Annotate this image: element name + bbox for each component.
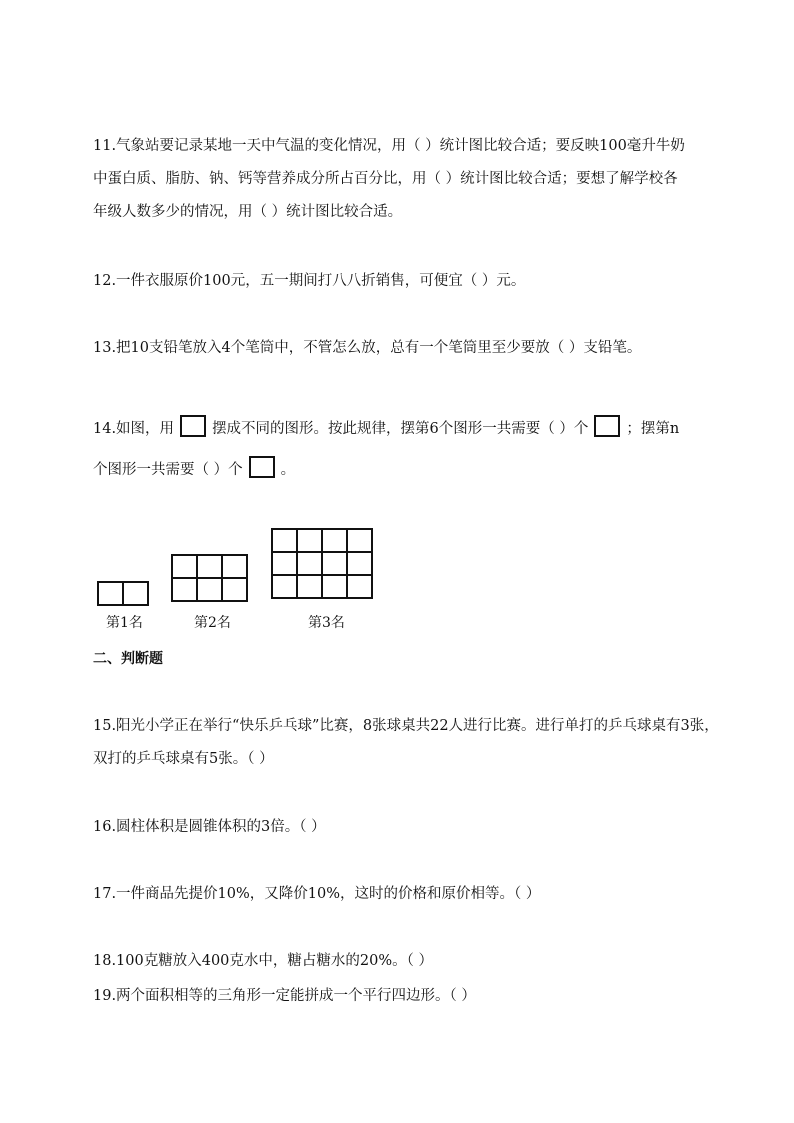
grid-cell bbox=[347, 575, 372, 598]
figure-caption-1: 第1名 bbox=[106, 615, 143, 631]
q15-line1: 15.阳光小学正在举行“快乐乒乓球”比赛，8张球桌共22人进行比赛。进行单打的乒乓球桌有3张， bbox=[93, 718, 719, 734]
q14-part3: ；摆第n bbox=[626, 421, 680, 437]
q11-line1: 11.气象站要记录某地一天中气温的变化情况，用（ ）统计图比较合适；要反映100毫升牛奶 bbox=[93, 138, 685, 154]
grid-cell bbox=[297, 552, 322, 575]
q17-text: 17.一件商品先提价10%，又降价10%，这时的价格和原价相等。（ ） bbox=[93, 886, 541, 902]
grid-cell bbox=[297, 529, 322, 552]
grid-cell bbox=[297, 575, 322, 598]
grid-cell bbox=[347, 552, 372, 575]
grid-cell bbox=[272, 552, 297, 575]
q14-part4: 个图形一共需要（ ）个 bbox=[93, 462, 243, 478]
q19-text: 19.两个面积相等的三角形一定能拼成一个平行四边形。（ ） bbox=[93, 988, 476, 1004]
grid-cell bbox=[123, 582, 148, 605]
q14-part1: 14.如图，用 bbox=[93, 421, 175, 437]
grid-cell bbox=[322, 575, 347, 598]
q14-line2 bbox=[93, 456, 295, 480]
q14-part2: 摆成不同的图形。按此规律，摆第6个图形一共需要（ ）个 bbox=[212, 421, 589, 437]
q13-text: 13.把10支铅笔放入4个笔筒中，不管怎么放，总有一个笔筒里至少要放（ ）支铅笔。 bbox=[93, 340, 642, 356]
q18-text: 18.100克糖放入400克水中，糖占糖水的20%。（ ） bbox=[93, 953, 433, 969]
square-icon bbox=[249, 456, 275, 478]
q16-text: 16.圆柱体积是圆锥体积的3倍。（ ） bbox=[93, 819, 326, 835]
figure-shape-1 bbox=[97, 581, 149, 606]
grid-cell bbox=[322, 552, 347, 575]
grid-cell bbox=[222, 578, 247, 601]
grid-cell bbox=[222, 555, 247, 578]
square-icon bbox=[180, 415, 206, 437]
section-title: 二、判断题 bbox=[93, 651, 163, 667]
q12-text: 12.一件衣服原价100元，五一期间打八八折销售，可便宜（ ）元。 bbox=[93, 273, 526, 289]
q11-line2: 中蛋白质、脂肪、钠、钙等营养成分所占百分比，用（ ）统计图比较合适；要想了解学校各 bbox=[93, 171, 678, 187]
q14-line1 bbox=[93, 415, 679, 439]
grid-cell bbox=[197, 578, 222, 601]
grid-cell bbox=[272, 529, 297, 552]
square-icon bbox=[594, 415, 620, 437]
q14-part5: 。 bbox=[280, 462, 296, 478]
q11-line3: 年级人数多少的情况，用（ ）统计图比较合适。 bbox=[93, 204, 403, 220]
q15-line2: 双打的乒乓球桌有5张。（ ） bbox=[93, 751, 274, 767]
grid-cell bbox=[172, 555, 197, 578]
grid-cell bbox=[197, 555, 222, 578]
grid-cell bbox=[272, 575, 297, 598]
figure-caption-2: 第2名 bbox=[194, 615, 231, 631]
figure-shape-3 bbox=[271, 528, 373, 599]
figure-shape-2 bbox=[171, 554, 248, 602]
grid-cell bbox=[98, 582, 123, 605]
grid-cell bbox=[172, 578, 197, 601]
figure-caption-3: 第3名 bbox=[308, 615, 345, 631]
grid-cell bbox=[322, 529, 347, 552]
grid-cell bbox=[347, 529, 372, 552]
